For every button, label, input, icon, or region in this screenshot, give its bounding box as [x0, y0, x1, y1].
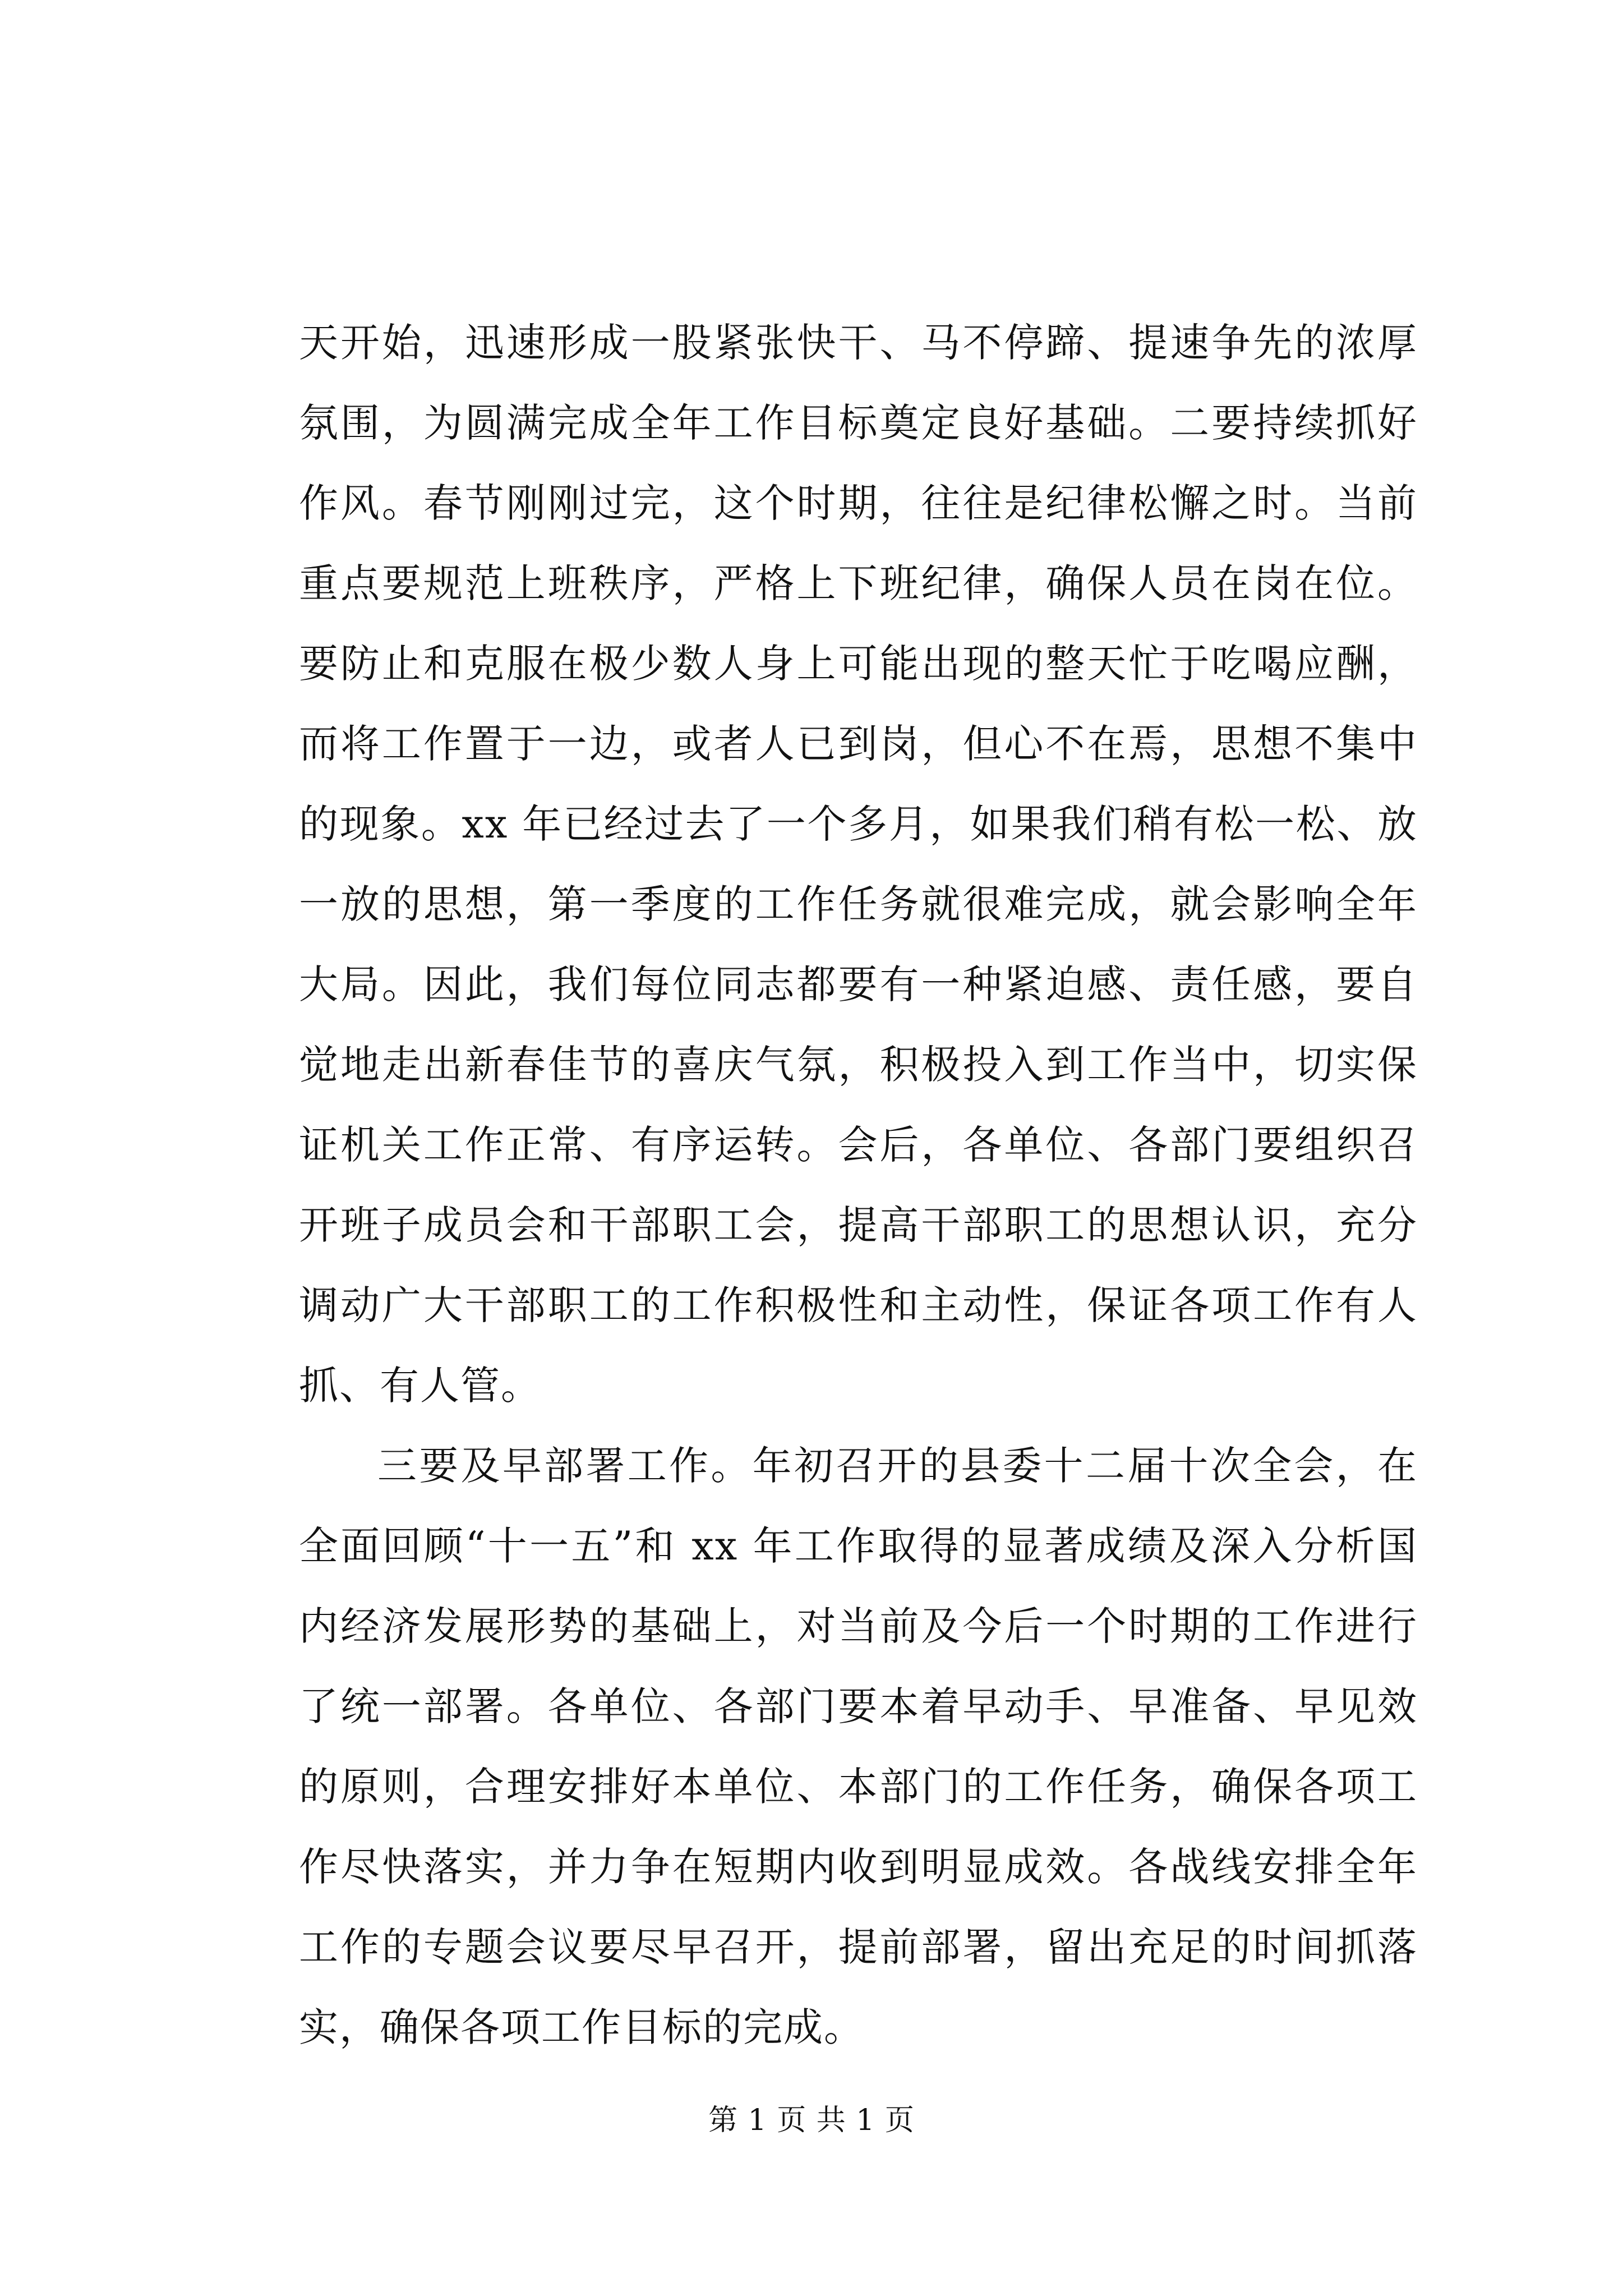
paragraph-deployment: 三要及早部署工作。年初召开的县委十二届十次全会，在全面回顾“十一五”和 xx 年工作取得的显著成绩及深入分析国内经济发展形势的基础上，对当前及今后一个时期的工作进行了统一部署。各单位、各部门要本着早动手、早准备、早见效的原则，合理安排好本单位、本部门的工作任务，确保各项工作尽快落实，并力争在短期内收到明显成效。各战线安排全年工作的专题会议要尽早召开，提前部署，留出充足的时间抓落实，确保各项工作目标的完成。 — [299, 1443, 1418, 2050]
page-footer: 第 1 页 共 1 页 — [708, 2104, 915, 2137]
document-body — [299, 303, 1418, 2068]
paragraph-continuation: 天开始，迅速形成一股紧张快干、马不停蹄、提速争先的浓厚氛围，为圆满完成全年工作目标奠定良好基础。二要持续抓好作风。春节刚刚过完，这个时期，往往是纪律松懈之时。当前重点要规范上班秩序，严格上下班纪律，确保人员在岗在位。要防止和克服在极少数人身上可能出现的整天忙于吃喝应酬，而将工作置于一边，或者人已到岗，但心不在焉，思想不集中的现象。xx 年已经过去了一个多月，如果我们稍有松一松、放一放的思想，第一季度的工作任务就很难完成，就会影响全年大局。因此，我们每位同志都要有一种紧迫感、责任感，要自觉地走出新春佳节的喜庆气氛，积极投入到工作当中，切实保证机关工作正常、有序运转。会后，各单位、各部门要组织召开班子成员会和干部职工会，提高干部职工的思想认识，充分调动广大干部职工的工作积极性和主动性，保证各项工作有人抓、有人管。 — [299, 320, 1418, 1409]
